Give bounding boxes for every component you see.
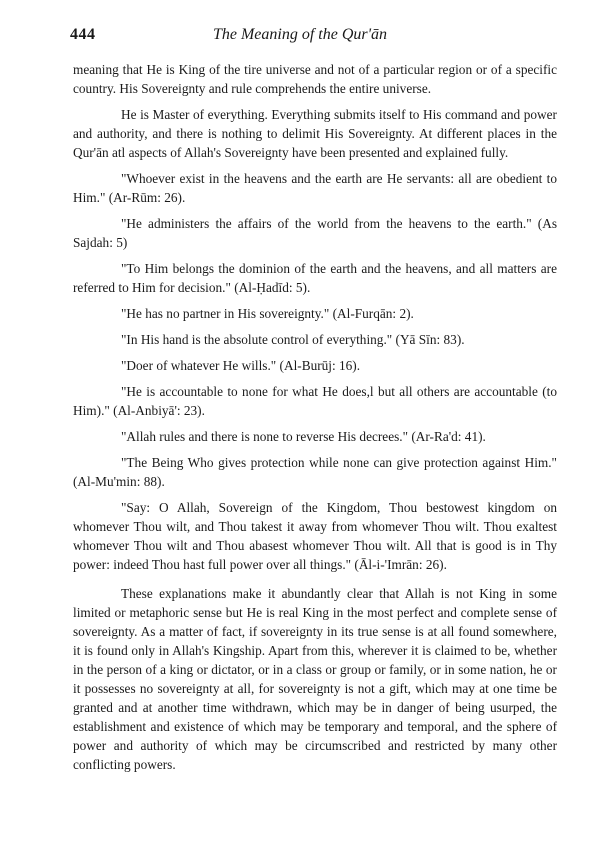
page-header — [70, 26, 530, 48]
quote-al-furqan: "He has no partner in His sovereignty." (Al-Furqān: 2). — [121, 306, 414, 321]
page-number: 444 — [70, 26, 96, 43]
quote-ya-sin: "In His hand is the absolute control of everything." (Yā Sīn: 83). — [121, 332, 465, 347]
quote-ar-rum: "Whoever exist in the heavens and the earth are He servants: all are obedient to Him." (Ar-Rūm: 26). — [73, 171, 557, 205]
quote-al-i-imran: "Say: O Allah, Sovereign of the Kingdom, Thou bestowest kingdom on whomever Thou wilt, and Thou takest it away from whomever Thou wilt. Thou exaltest whomever Thou wilt and Thou abasest whomever Thou wilt. All that is good is in Thy power: indeed Thou hast full power over all things." (Āl-i-'Imrān: 26). — [73, 500, 557, 572]
paragraph-continuation: meaning that He is King of the tire universe and not of a particular region or of a specific country. His Sovereignty and rule comprehends the entire universe. — [73, 62, 557, 96]
paragraph-explanations: These explanations make it abundantly clear that Allah is not King in some limited or metaphoric sense but He is real King in the most perfect and complete sense of sovereignty. As a matter of fact, if sovereignty in its true sense is at all found somewhere, it is found only in Allah's Kingship. Apart from this, wherever it is claimed to be, whether in the person of a king or dictator, or in a class or group or family, or in some nation, he or it possesses no sovereignty at all, for sovereignty is not a gift, which may at one time be granted and at another time withdrawn, which may be in danger of being usurped, the establishment and existence of which may be temporary and temporal, and the sphere of power and authority of which may be circumscribed and restricted by many other conflicting powers. — [73, 586, 557, 772]
quote-al-mumin: "The Being Who gives protection while none can give protection against Him." (Al-Mu'min: 88). — [73, 455, 557, 489]
quote-as-sajdah: "He administers the affairs of the world from the heavens to the earth." (As Sajdah: 5) — [73, 216, 557, 250]
quote-al-buruj: "Doer of whatever He wills." (Al-Burūj: 16). — [121, 358, 361, 373]
paragraph-master: He is Master of everything. Everything submits itself to His command and power and authority, and there is nothing to delimit His Sovereignty. At different places in the Qur'ān atl aspects of Allah's Sovereignty have been presented and explained fully. — [73, 107, 557, 160]
page-body — [73, 60, 557, 781]
quote-al-hadid: "To Him belongs the dominion of the earth and the heavens, and all matters are referred to Him for decision." (Al-Ḥadīd: 5). — [73, 261, 557, 295]
quote-ar-rad: "Allah rules and there is none to reverse His decrees." (Ar-Ra'd: 41). — [121, 429, 486, 444]
running-title: The Meaning of the Qur'ān — [212, 26, 388, 43]
quote-al-anbiya: "He is accountable to none for what He does,l but all others are accountable (to Him)." (Al-Anbiyā': 23). — [73, 384, 557, 418]
